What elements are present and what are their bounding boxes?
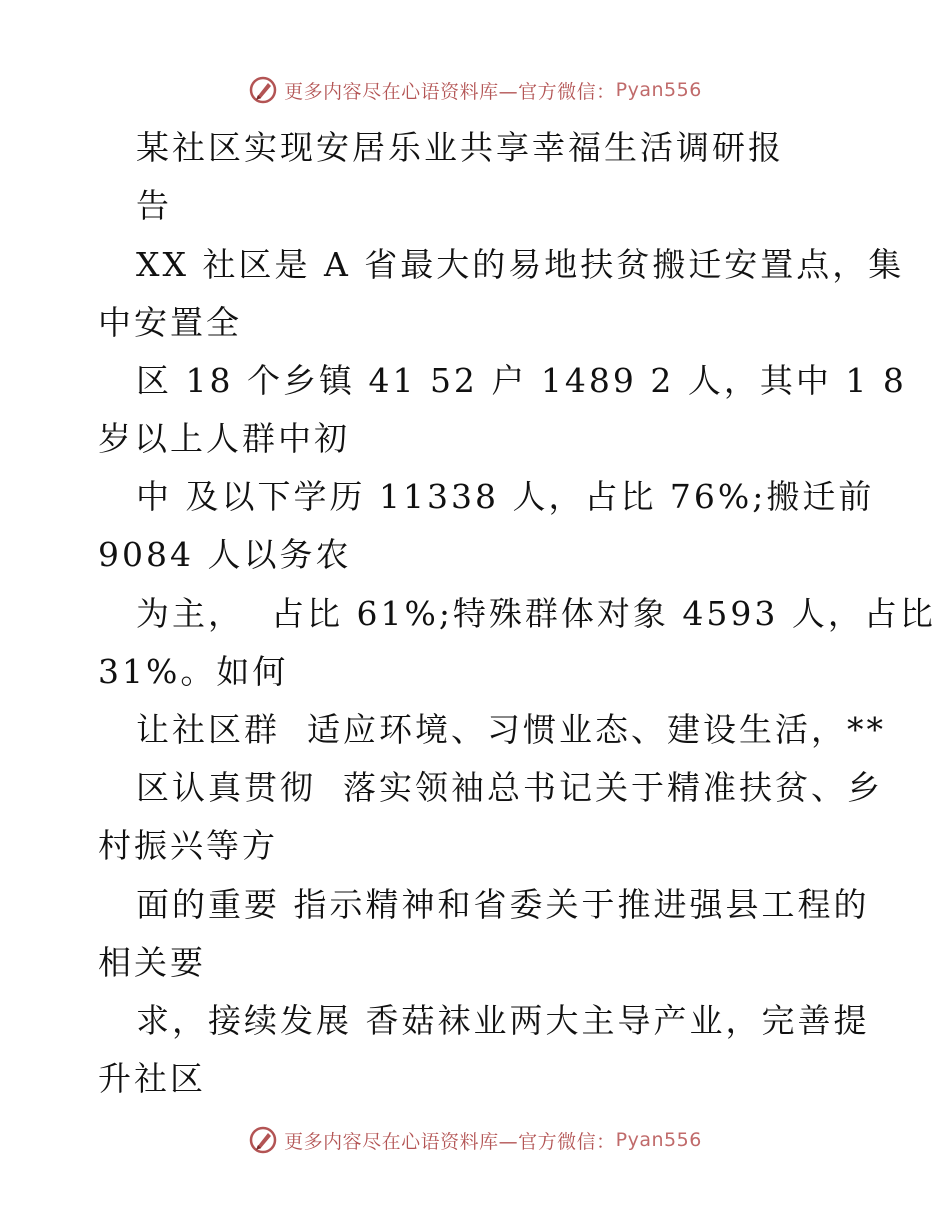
doc-text-line: 升社区	[98, 1059, 206, 1098]
pen-logo-icon	[248, 75, 278, 105]
doc-text-line: 区认真贯彻 落实领袖总书记关于精准扶贫、乡	[136, 768, 883, 807]
doc-text-line: 为主， 占比 61%;特殊群体对象 4593 人，占比	[136, 594, 936, 633]
footer-watermark	[0, 1122, 950, 1158]
doc-text-line: 中安置全	[98, 303, 242, 342]
doc-text-line: 让社区群 适应环境、习惯业态、建设生活，**	[136, 710, 886, 749]
doc-text-line: 中 及以下学历 11338 人，占比 76%;搬迁前	[136, 477, 875, 516]
watermark-text: 更多内容尽在心语资料库—官方微信：	[284, 1130, 616, 1153]
pen-logo-icon	[248, 1125, 278, 1155]
doc-title-line-2: 告	[136, 186, 172, 225]
doc-text-line: 9084 人以务农	[98, 535, 352, 574]
wechat-id: Pyan556	[615, 1129, 702, 1151]
wechat-id: Pyan556	[615, 79, 702, 101]
doc-text-line: 相关要	[98, 943, 206, 982]
doc-text-line: 求，接续发展 香菇袜业两大主导产业，完善提	[136, 1001, 870, 1040]
doc-text-line: XX 社区是 A 省最大的易地扶贫搬迁安置点，集	[136, 245, 905, 284]
doc-text-line: 村振兴等方	[98, 826, 278, 865]
doc-text-line: 岁以上人群中初	[98, 419, 350, 458]
doc-text-line: 31%。如何	[98, 652, 289, 691]
watermark-text: 更多内容尽在心语资料库—官方微信：	[284, 80, 616, 103]
header-watermark	[0, 72, 950, 108]
doc-text-line: 区 18 个乡镇 41 52 户 1489 2 人，其中 1 8	[136, 361, 907, 400]
doc-text-line: 面的重要 指示精神和省委关于推进强县工程的	[136, 885, 870, 924]
doc-title-line-1: 某社区实现安居乐业共享幸福生活调研报	[136, 128, 784, 167]
